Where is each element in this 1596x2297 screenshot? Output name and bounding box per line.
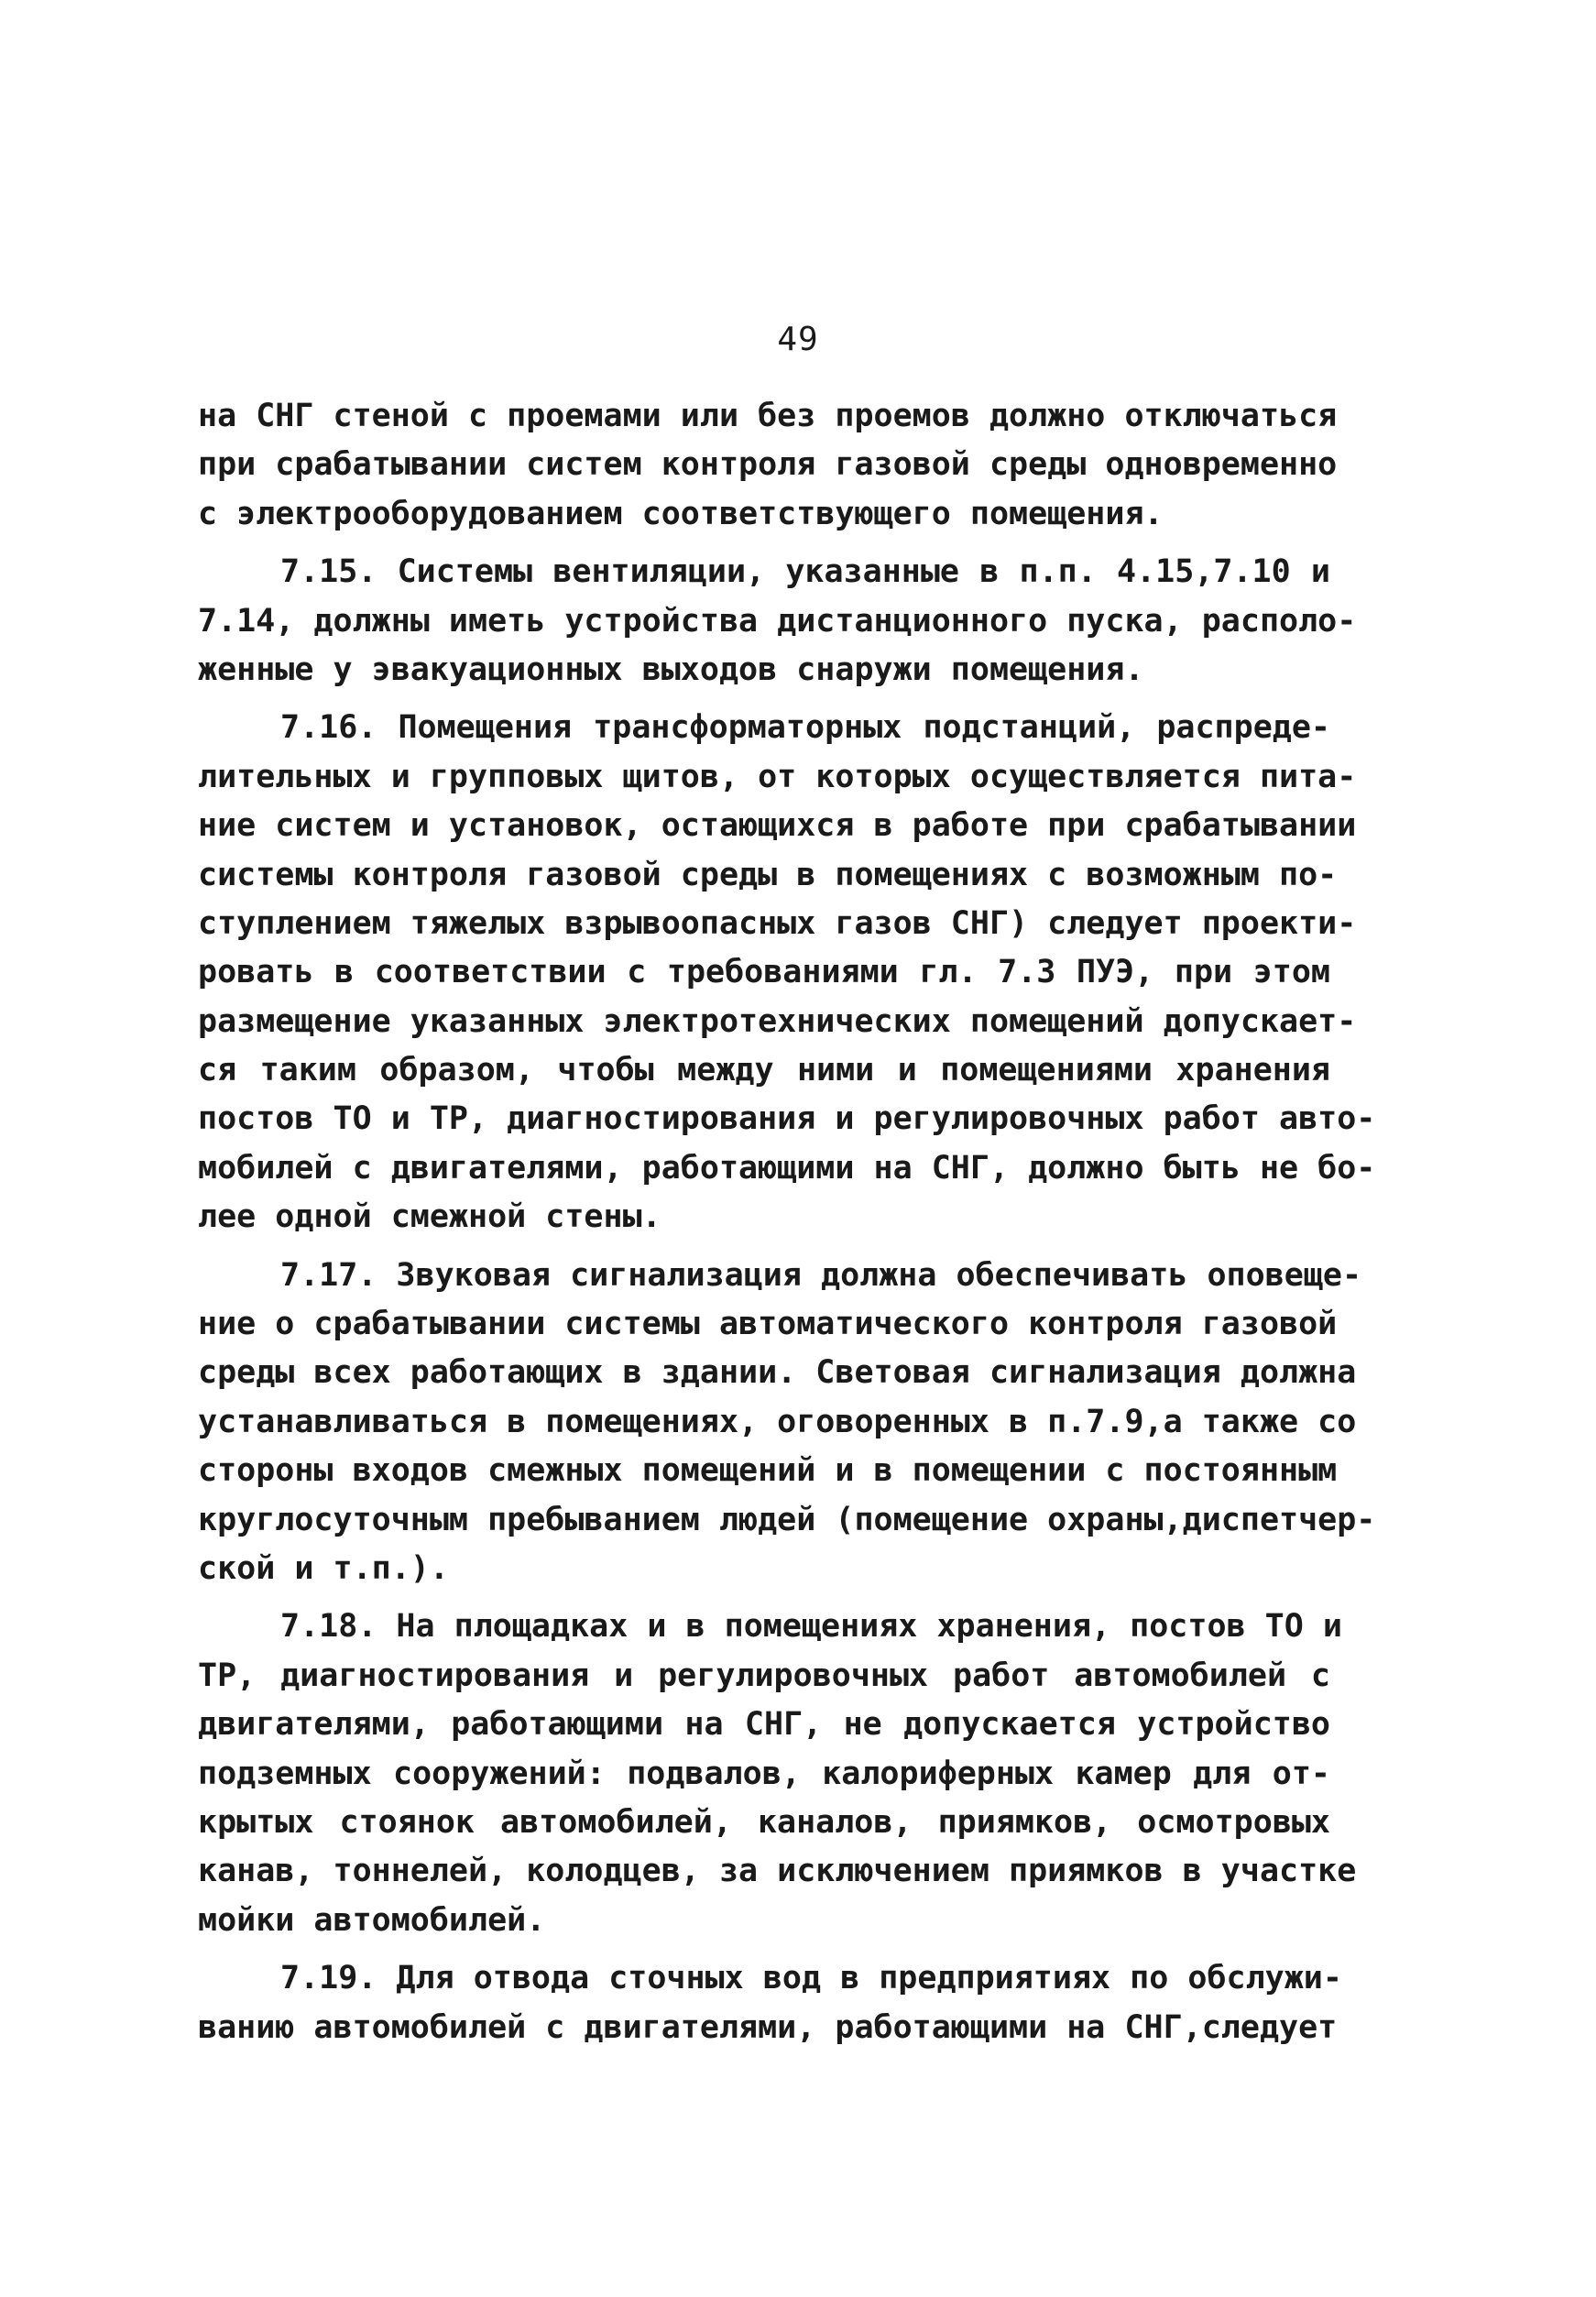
paragraph-gap — [198, 1945, 1330, 1954]
text-line: 7.15. Системы вентиляции, указанные в п.п. 4.15,7.10 и — [280, 553, 1330, 591]
page-number: 49 — [777, 321, 819, 358]
text-line: крытых стоянок автомобилей, каналов, приямков, осмотровых — [198, 1803, 1330, 1841]
document-body — [198, 392, 1376, 2052]
text-line: системы контроля газовой среды в помещениях с возможным по- — [198, 856, 1338, 893]
paragraph-gap — [198, 539, 1330, 548]
text-line: ровать в соответствии с требованиями гл. 7.3 ПУЭ, при этом — [198, 954, 1330, 991]
text-line: 7.17. Звуковая сигнализация должна обеспечивать оповеще- — [280, 1256, 1362, 1294]
text-line: ся таким образом, чтобы между ними и помещениями хранения — [198, 1052, 1330, 1089]
text-line: круглосуточным пребыванием людей (помещение охраны,диспетчер- — [198, 1501, 1376, 1538]
text-line: мойки автомобилей. — [198, 1901, 546, 1939]
text-line: ступлением тяжелых взрывоопасных газов СНГ) следует проекти- — [198, 904, 1357, 942]
text-line: стороны входов смежных помещений и в помещении с постоянным — [198, 1452, 1338, 1490]
paragraph-gap — [198, 1593, 1330, 1602]
paragraph-gap — [198, 695, 1330, 704]
text-line: подземных сооружений: подвалов, калориферных камер для от- — [198, 1755, 1330, 1792]
text-line: при срабатывании систем контроля газовой среды одновременно — [198, 446, 1338, 484]
text-line: 7.16. Помещения трансформаторных подстанций, распреде- — [280, 709, 1330, 747]
text-line: женные у эвакуационных выходов снаружи помещения. — [198, 651, 1144, 688]
text-line: мобилей с двигателями, работающими на СНГ, должно быть не бо- — [198, 1149, 1376, 1187]
text-line: ние о срабатывании системы автоматического контроля газовой — [198, 1306, 1338, 1343]
text-line: ванию автомобилей с двигателями, работающими на СНГ,следует — [198, 2008, 1338, 2046]
text-line: 7.14, должны иметь устройства дистанционного пуска, располо- — [198, 602, 1357, 640]
text-line: ской и т.п.). — [198, 1549, 449, 1587]
text-line: лее одной смежной стены. — [198, 1198, 661, 1236]
text-line: ТР, диагностирования и регулировочных работ автомобилей с — [198, 1657, 1330, 1694]
text-line: лительных и групповых щитов, от которых осуществляется пита- — [198, 758, 1357, 795]
text-line: ние систем и установок, остающихся в работе при срабатывании — [198, 807, 1357, 845]
text-line: 7.18. На площадках и в помещениях хранения, постов ТО и — [280, 1608, 1342, 1646]
text-line: с электрооборудованием соответствующего помещения. — [198, 495, 1164, 532]
text-line: постов ТО и ТР, диагностирования и регулировочных работ авто- — [198, 1100, 1376, 1138]
text-line: двигателями, работающими на СНГ, не допускается устройство — [198, 1706, 1330, 1744]
text-line: среды всех работающих в здании. Световая сигнализация должна — [198, 1354, 1357, 1392]
text-line: канав, тоннелей, колодцев, за исключением приямков в участке — [198, 1853, 1357, 1890]
text-line: на СНГ стеной с проемами или без проемов должно отключаться — [198, 398, 1338, 434]
text-line: размещение указанных электротехнических помещений допускает- — [198, 1002, 1357, 1040]
text-line: 7.19. Для отвода сточных вод в предприятиях по обслужи- — [280, 1960, 1342, 1997]
paragraph-gap — [198, 1242, 1330, 1252]
text-line: устанавливаться в помещениях, оговоренных в п.7.9,а также со — [198, 1403, 1357, 1440]
